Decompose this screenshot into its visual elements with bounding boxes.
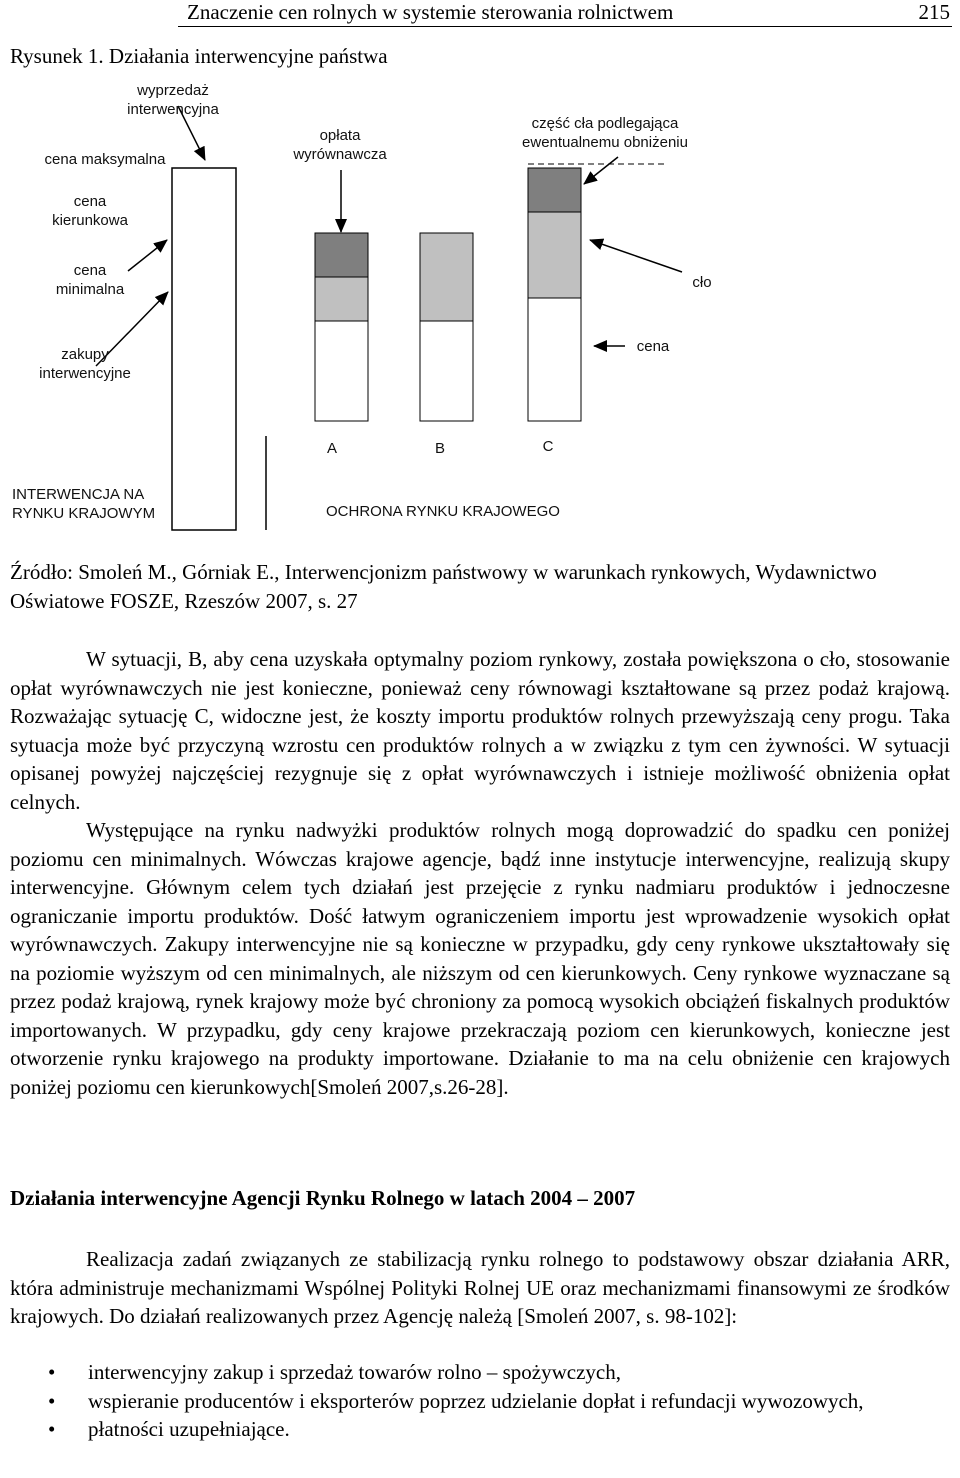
label-czesc-cla: część cła podlegająca ewentualnemu obniżeniu	[522, 115, 688, 151]
figure-caption: Rysunek 1. Działania interwencyjne państwa	[10, 44, 388, 68]
bullet-icon: •	[48, 1388, 56, 1413]
bullet-icon: •	[48, 1360, 56, 1384]
label-zakupy: zakupy interwencyjne	[39, 346, 131, 382]
bar-b-duty	[420, 233, 473, 321]
bar-c-duty	[528, 212, 581, 298]
label-clo: cło	[692, 274, 712, 291]
label-oplata: opłata wyrównawcza	[293, 127, 387, 163]
figure-source: Źródło: Smoleń M., Górniak E., Interwencjonizm państwowy w warunkach rynkowych, Wydawnictwo Oświatowe FOSZE, Rzeszów 2007, s. 27	[10, 560, 877, 613]
label-cena-maksymalna: cena maksymalna	[44, 151, 166, 168]
label-cena-minimalna: cena minimalna	[55, 262, 125, 298]
body-paragraph-1: W sytuacji, B, aby cena uzyskała optymalny poziom rynkowy, została powiększona o cło, stosowanie opłat wyrównawczych nie jest konieczne, ponieważ ceny równowagi kształtowane są przez podaż krajową. Rozważając sytuację C, widoczne jest, że koszty importu produktów rolnych przewyższają ceny progu. Taka sytuacja może być przyczyną wzrostu cen produktów rolnych a w związku z tym cen żywności. W sytuacji opisanej powyżej najczęściej rezygnuje się z opłat wyrównawczych i istnieje możliwość obniżenia opłat celnych.	[10, 647, 950, 814]
list-item: • wspieranie producentów i eksporterów poprzez udzielanie dopłat i refundacji wywozowych,	[10, 1387, 950, 1416]
bar-c-fee	[528, 168, 581, 212]
bar-c-price	[528, 298, 581, 421]
bar-a-fee	[315, 233, 368, 277]
bar-b-price	[420, 321, 473, 421]
label-wyprzedaz: wyprzedaż interwencyjna	[127, 82, 219, 118]
label-cena-kierunkowa: cena kierunkowa	[52, 193, 128, 229]
label-a: A	[326, 440, 337, 457]
body-paragraph-2: Występujące na rynku nadwyżki produktów rolnych mogą doprowadzić do spadku cen poniżej poziomu cen minimalnych. Wówczas krajowe agencje, bądź inne instytucje interwencyjne, realizują skupy interwencyjne. Głównym celem tych działań jest przejęcie z rynku nadmiaru produktów i jednoczesne ograniczanie importu produktów. Dość łatwym ograniczeniem importu jest wprowadzenie wysokich opłat wyrównawczych. Zakupy interwencyjne nie są konieczne w przypadku, gdy ceny rynkowe ukształtowały się na poziomie wyższym od cen minimalnych, ale niższym od cen kierunkowych. Ceny rynkowe wyznaczane są przez podaż krajową, rynek krajowy może być chroniony za pomocą wysokich obciążeń fiskalnych produktów importowanych. W przypadku, gdy ceny krajowe przekraczają poziom cen kierunkowych, konieczne jest otworzenie rynku krajowego na produkty importowane. Działanie to ma na celu obniżenie cen krajowych poniżej poziomu cen kierunkowych[Smoleń 2007,s.26-28].	[10, 818, 950, 1099]
bar-a-price	[315, 321, 368, 421]
running-title: Znaczenie cen rolnych w systemie sterowania rolnictwem	[187, 0, 674, 24]
label-ochrona: OCHRONA RYNKU KRAJOWEGO	[326, 503, 560, 520]
label-interwencja: INTERWENCJA NA RYNKU KRAJOWYM	[12, 486, 156, 522]
label-c: C	[542, 438, 554, 455]
arrow-clo	[590, 240, 682, 272]
bar-a-duty	[315, 277, 368, 321]
label-cena: cena	[636, 338, 670, 355]
section-heading: Działania interwencyjne Agencji Rynku Rolnego w latach 2004 – 2007	[10, 1186, 636, 1210]
label-b: B	[434, 440, 445, 457]
page-number: 215	[918, 0, 950, 24]
list-item: • interwencyjny zakup i sprzedaż towarów rolno – spożywczych,	[10, 1358, 950, 1387]
bullet-icon: •	[48, 1417, 56, 1441]
activity-list	[10, 1358, 950, 1444]
intervention-bar	[172, 168, 236, 530]
section-paragraph: Realizacja zadań związanych ze stabilizacją rynku rolnego to podstawowy obszar działania ARR, która administruje mechanizmami Wspólnej Polityki Rolnej UE oraz mechanizmami finansowymi ze środków krajowych. Do działań realizowanych przez Agencję należą [Smoleń 2007, s. 98-102]:	[10, 1247, 950, 1328]
arrow-czesc-cla	[584, 157, 618, 184]
list-item: • płatności uzupełniające.	[10, 1415, 950, 1444]
